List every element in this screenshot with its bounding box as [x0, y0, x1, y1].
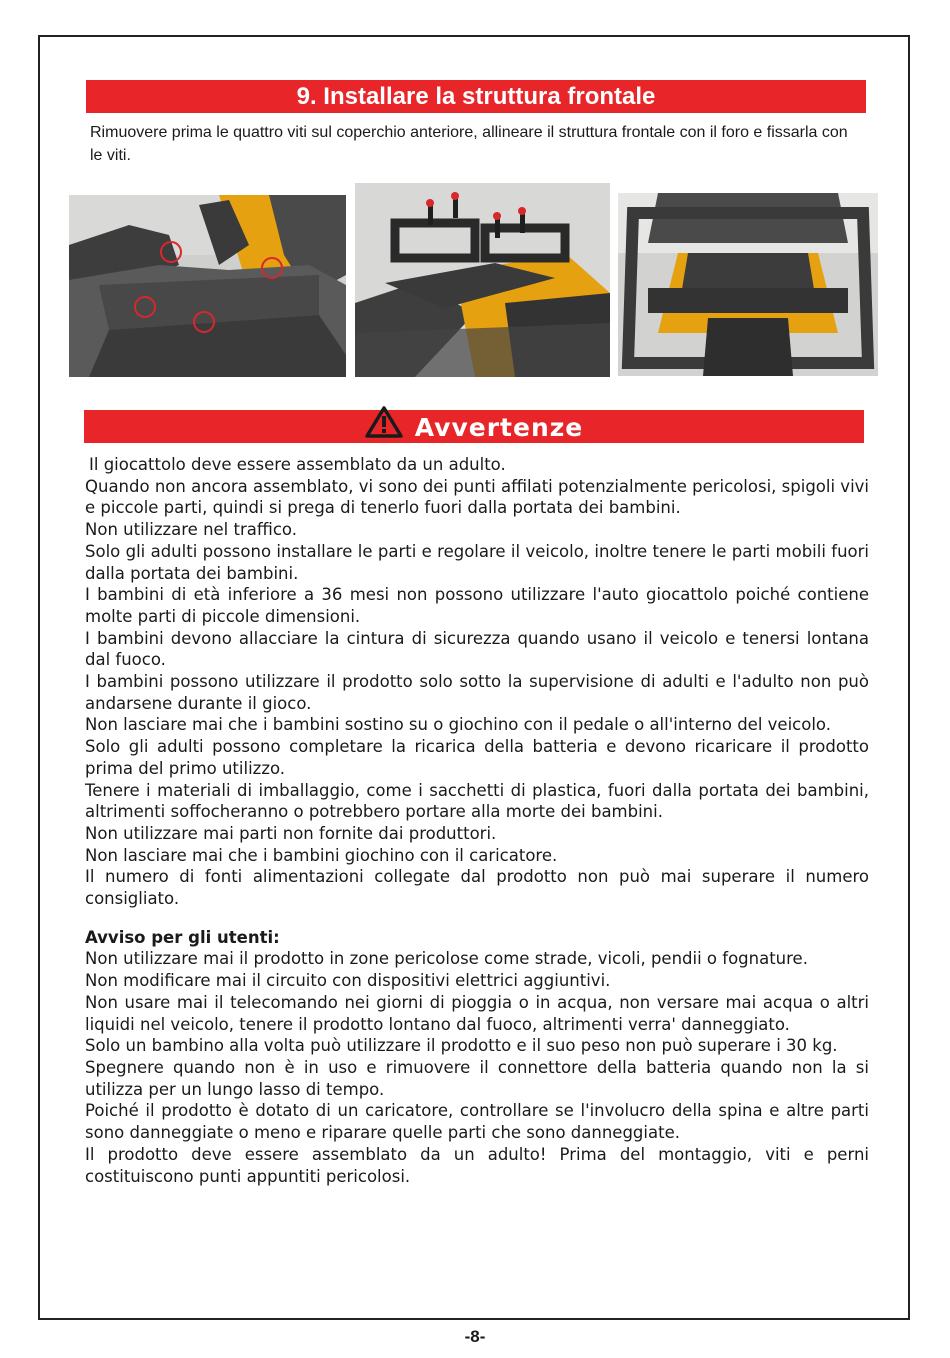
warning-item: Solo gli adulti possono installare le parti e regolare il veicolo, inoltre tenere le parti mobili fuori dalla portata dei bambini.: [85, 541, 869, 583]
warning-item: I bambini possono utilizzare il prodotto solo sotto la supervisione di adulti e l'adulto non può andarsene durante il gioco.: [85, 672, 869, 713]
section-title: 9. Installare la struttura frontale: [296, 83, 656, 110]
photo-atv-front-screws: [69, 195, 346, 377]
atv-front-screws-marked-photo: [69, 195, 346, 377]
instructions-text: Rimuovere prima le quattro viti sul coperchio anteriore, allineare il struttura frontale con il foro e fissarla con le viti.: [90, 124, 848, 164]
warning-item: I bambini di età inferiore a 36 mesi non possono utilizzare l'auto giocattolo poiché contiene molte parti di piccole dimensioni.: [85, 585, 869, 626]
notice-item: Solo un bambino alla volta può utilizzare il prodotto e il suo peso non può superare i 30 kg.: [85, 1036, 838, 1056]
notice-item: Non usare mai il telecomando nei giorni di pioggia o in acqua, non versare mai acqua o altri liquidi nel veicolo, tenere il prodotto lontano dal fuoco, altrimenti verra' danneggiato.: [85, 992, 869, 1034]
photo-front-rack-installed: [618, 193, 878, 376]
notice-item: Non modificare mai il circuito con dispositivi elettrici aggiuntivi.: [85, 971, 611, 991]
notice-title: Avviso per gli utenti:: [85, 927, 280, 947]
warning-item: Tenere i materiali di imballaggio, come i sacchetti di plastica, fuori dalla portata dei bambini, altrimenti soffocheranno o potrebbero portare alla morte dei bambini.: [85, 780, 869, 822]
warning-item: Non utilizzare mai parti non fornite dai produttori.: [85, 823, 497, 843]
photo-front-rack-screws: [355, 183, 610, 377]
notice-item: Non utilizzare mai il prodotto in zone pericolose come strade, vicoli, pendii o fognature.: [85, 949, 808, 969]
warning-triangle-icon: [365, 406, 403, 447]
warning-item: Il giocattolo deve essere assemblato da un adulto.: [89, 455, 506, 474]
warning-item: Solo gli adulti possono completare la ricarica della batteria e devono ricaricare il prodotto prima del primo utilizzo.: [85, 737, 869, 778]
warning-item: I bambini devono allacciare la cintura di sicurezza quando usano il veicolo e tenersi lontana dal fuoco.: [85, 628, 869, 670]
warning-item: Non lasciare mai che i bambini sostino su o giochino con il pedale o all'interno del veicolo.: [85, 715, 831, 735]
notice-item: Spegnere quando non è in uso e rimuovere il connettore della batteria quando non la si utilizza per un lungo lasso di tempo.: [85, 1057, 869, 1099]
notice-item: Poiché il prodotto è dotato di un caricatore, controllare se l'involucro della spina e altre parti sono danneggiate o meno e riparare quelle parti che sono danneggiate.: [85, 1101, 869, 1143]
warning-item: Non utilizzare nel traffico.: [85, 520, 297, 540]
section-title-banner: [86, 80, 866, 113]
warnings-list: [85, 454, 869, 1187]
front-rack-with-screws-photo: [355, 183, 610, 377]
warning-item: Il numero di fonti alimentazioni collegate dal prodotto non può mai superare il numero consigliato.: [85, 867, 869, 909]
warning-item: Quando non ancora assemblato, vi sono dei punti affilati potenzialmente pericolosi, spigoli vivi e piccole parti, quindi si prega di tenerlo fuori dalla portata dei bambini.: [85, 476, 869, 518]
warnings-banner: [84, 410, 864, 443]
notice-item: Il prodotto deve essere assemblato da un adulto! Prima del montaggio, viti e perni costituiscono punti appuntiti pericolosi.: [85, 1144, 869, 1186]
front-rack-installed-photo: [618, 193, 878, 376]
warnings-title: Avvertenze: [414, 413, 584, 442]
page-number: -8-: [464, 1327, 486, 1346]
warning-item: Non lasciare mai che i bambini giochino con il caricatore.: [85, 845, 558, 865]
